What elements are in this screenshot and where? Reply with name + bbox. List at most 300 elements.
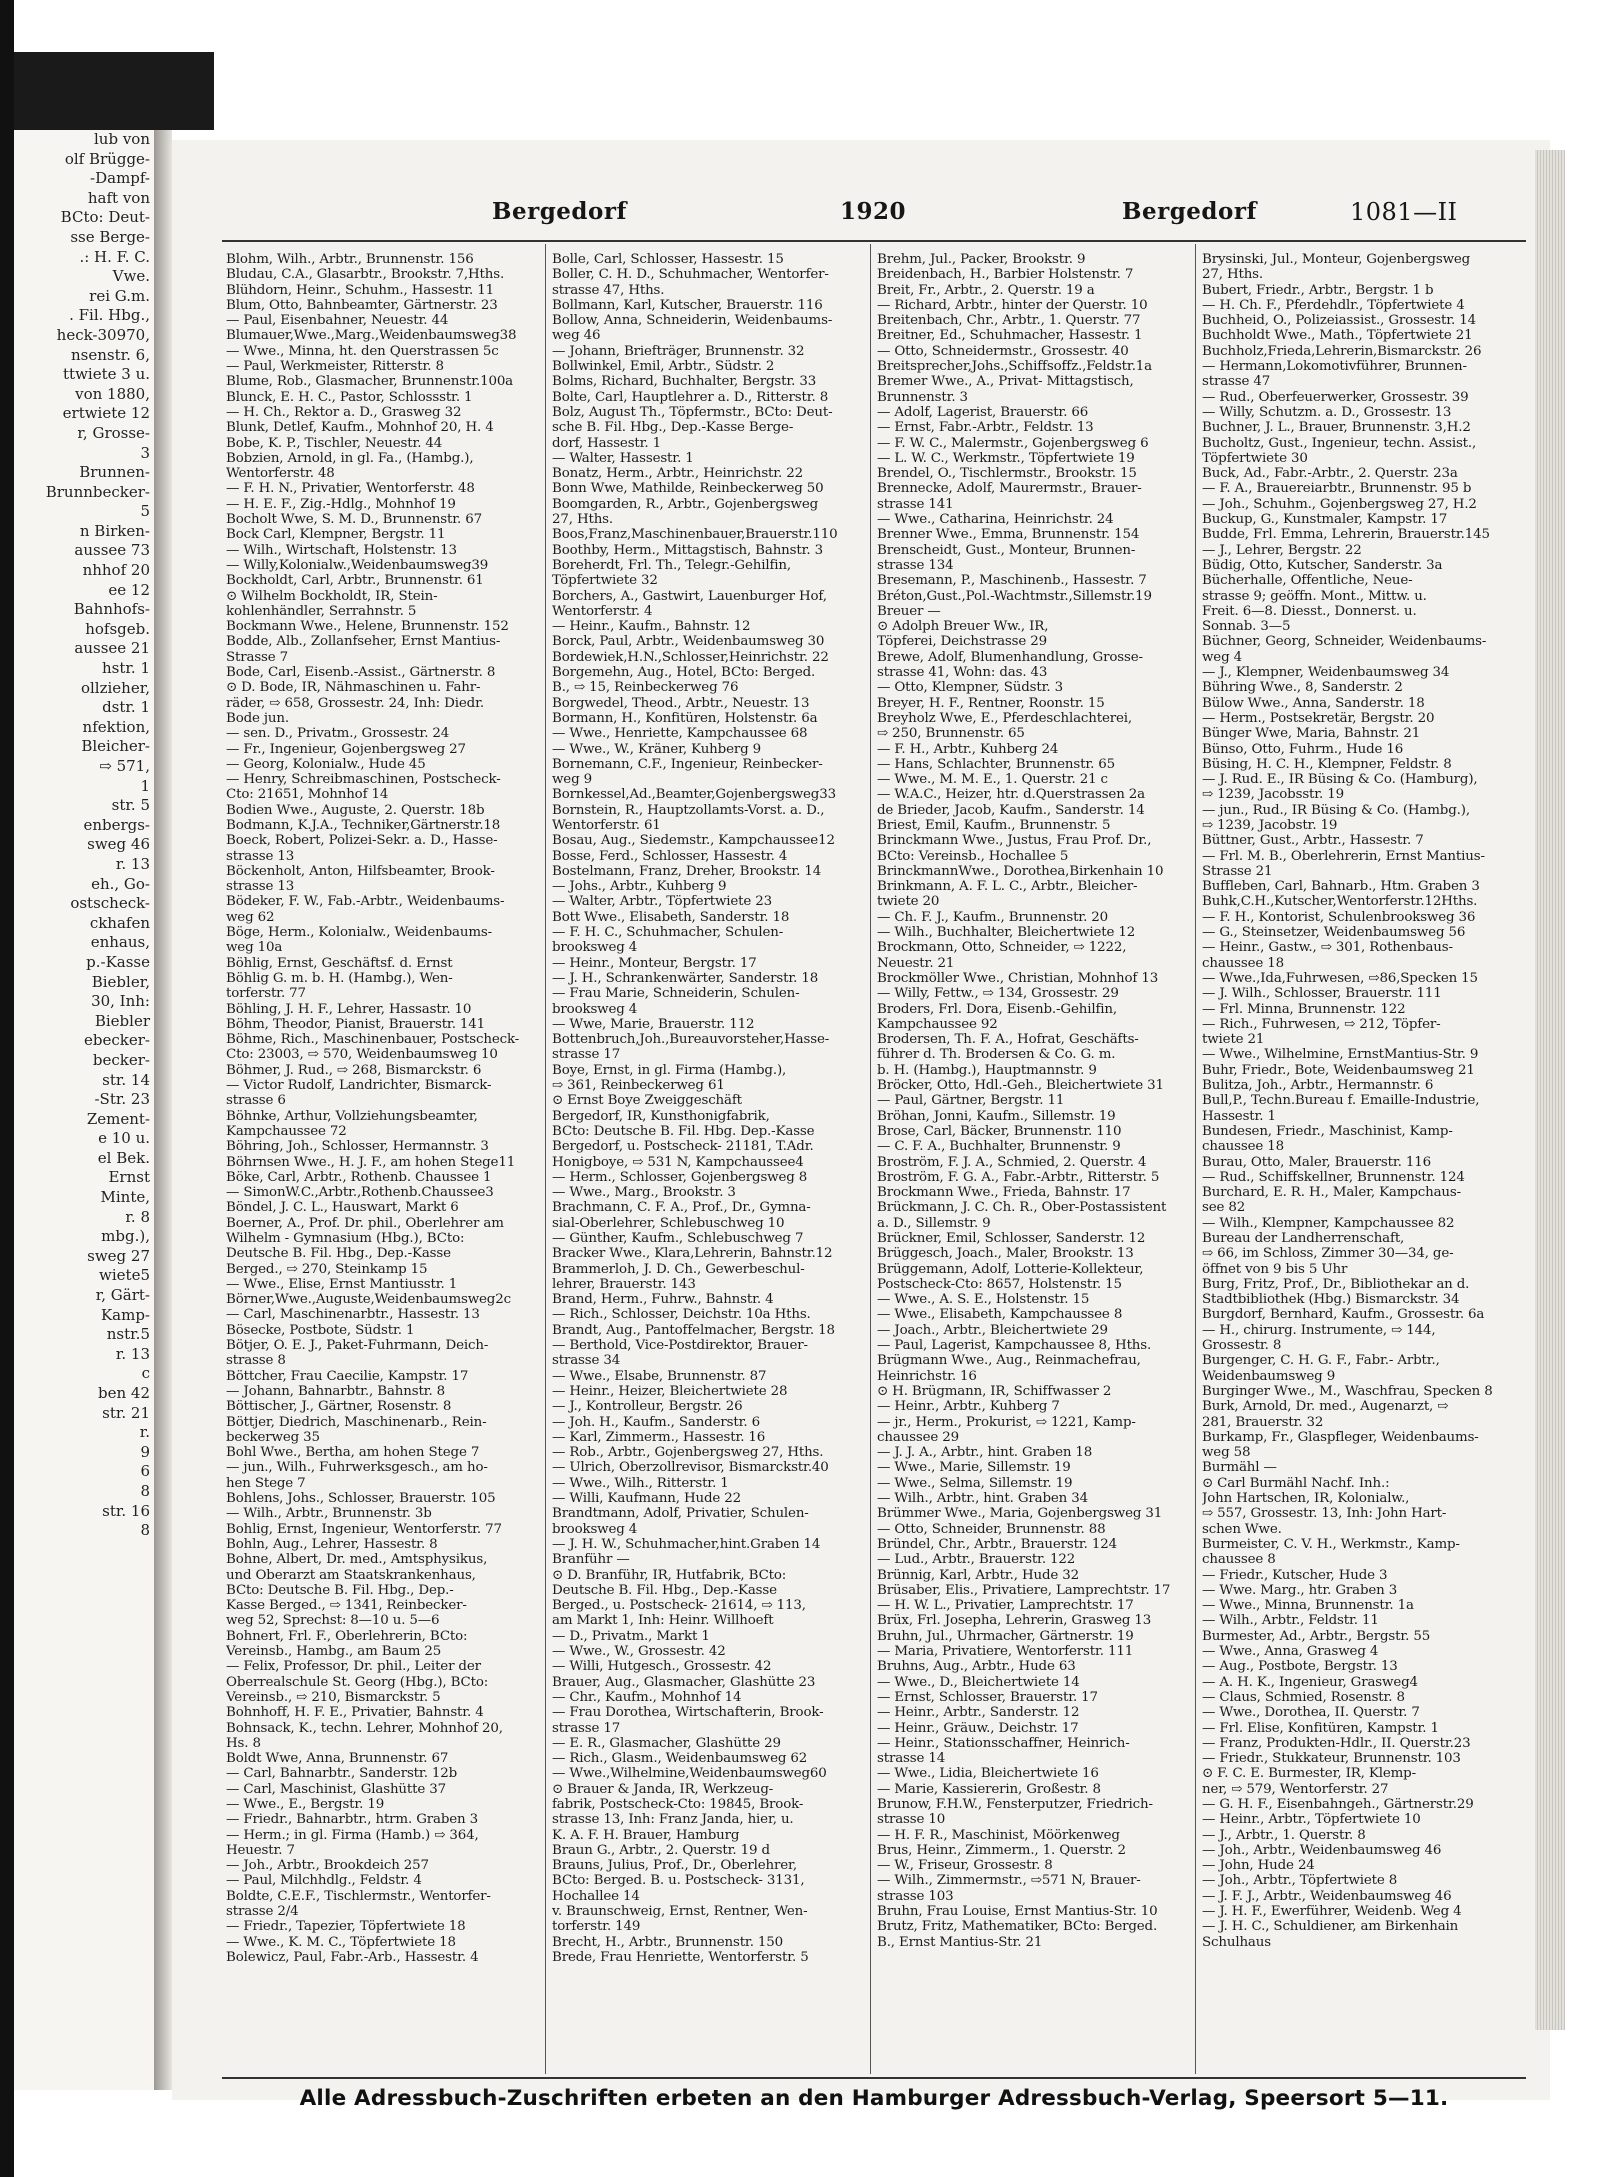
directory-entry-line: schen Wwe. (1202, 1521, 1282, 1537)
previous-page-text-fragment: -Dampf- (90, 169, 150, 188)
directory-entry-line: strasse 47, Hths. (552, 282, 665, 298)
directory-entry-line: strasse 9; geöffn. Mont., Mittw. u. (1202, 588, 1427, 604)
directory-entry-line: Heuestr. 7 (226, 1842, 295, 1858)
directory-entry-line: — Wwe.,Wilhelmine,Weidenbaumsweg60 (552, 1766, 827, 1782)
directory-entry-line: Bobzien, Arnold, in gl. Fa., (Hambg.), (226, 450, 474, 466)
previous-page-text-fragment: r. (139, 1423, 150, 1442)
previous-page-text-fragment: Kamp- (100, 1305, 150, 1324)
directory-entry-line: Breitner, Ed., Schuhmacher, Hassestr. 1 (877, 328, 1143, 344)
directory-entry-line: sial-Oberlehrer, Schlebuschweg 10 (552, 1215, 785, 1231)
previous-page-text-fragment: .: H. F. C. (79, 247, 150, 266)
directory-entry-line: — J. Rud. E., IR Büsing & Co. (Hamburg), (1202, 772, 1478, 788)
directory-entry-line: Breyholz Wwe, E., Pferdeschlachterei, (877, 710, 1133, 726)
directory-entry-line: Brüsaber, Elis., Privatiere, Lamprechtstr. 17 (877, 1582, 1171, 1598)
directory-entry-line: Bollmann, Karl, Kutscher, Brauerstr. 116 (552, 297, 823, 313)
directory-entry-line: ⇨ 557, Grossestr. 13, Inh: John Hart- (1202, 1506, 1447, 1522)
directory-entry-line: — Frau Marie, Schneiderin, Schulen- (552, 986, 800, 1002)
directory-entry-line: — Joh., Arbtr., Weidenbaumsweg 46 (1202, 1842, 1442, 1858)
directory-entry-line: Sonnab. 3—5 (1202, 619, 1291, 635)
directory-entry-line: Heinrichstr. 16 (877, 1368, 977, 1384)
directory-entry-line: Bollwinkel, Emil, Arbtr., Südstr. 2 (552, 359, 775, 375)
directory-entry-line: — Wwe., Anna, Grasweg 4 (1202, 1644, 1379, 1660)
directory-entry-line: Breyer, H. F., Rentner, Roonstr. 15 (877, 695, 1105, 711)
directory-entry-line: strasse 13 (226, 848, 295, 864)
directory-entry-line: — Ch. F. J., Kaufm., Brunnenstr. 20 (877, 909, 1109, 925)
directory-entry-line: Bolewicz, Paul, Fabr.-Arb., Hassestr. 4 (226, 1949, 479, 1965)
directory-entry-line: Bösecke, Postbote, Südstr. 1 (226, 1322, 415, 1338)
previous-page-text-fragment: el Bek. (97, 1148, 150, 1167)
directory-entry-line: Büdig, Otto, Kutscher, Sanderstr. 3a (1202, 557, 1443, 573)
directory-entry-line: — Willy, Fettw., ⇨ 134, Grossestr. 29 (877, 986, 1119, 1002)
directory-entry-line: Blumauer,Wwe.,Marg.,Weidenbaumsweg38 (226, 328, 517, 344)
directory-entry-line: — Ernst, Schlosser, Brauerstr. 17 (877, 1689, 1098, 1705)
directory-entry-line: — Wwe, Marie, Brauerstr. 112 (552, 1016, 755, 1032)
directory-entry-line: Bodmann, K.J.A., Techniker,Gärtnerstr.18 (226, 817, 501, 833)
directory-entry-line: Brauer, Aug., Glasmacher, Glashütte 23 (552, 1674, 816, 1690)
directory-entry-line: Boreherdt, Frl. Th., Telegr.-Gehilfin, (552, 557, 791, 573)
previous-page-text-fragment: ebecker- (84, 1031, 150, 1050)
directory-entry-line: weg 46 (552, 328, 601, 344)
directory-entry-line: — F. H. N., Privatier, Wentorferstr. 48 (226, 481, 475, 497)
directory-entry-line: Bolz, August Th., Töpfermstr., BCto: Deut- (552, 404, 833, 420)
directory-entry-line: — Johs., Arbtr., Kuhberg 9 (552, 879, 727, 895)
previous-page-text-fragment: ttwiete 3 u. (63, 365, 150, 384)
directory-entry-line: Brose, Carl, Bäcker, Brunnenstr. 110 (877, 1123, 1122, 1139)
directory-entry-line: Böttcher, Frau Caecilie, Kampstr. 17 (226, 1368, 469, 1384)
directory-entry-line: Böge, Herm., Kolonialw., Weidenbaums- (226, 925, 492, 941)
directory-entry-line: — Friedr., Tapezier, Töpfertwiete 18 (226, 1919, 466, 1935)
directory-entry-line: — jr., Herm., Prokurist, ⇨ 1221, Kamp- (877, 1414, 1136, 1430)
header-page-number: 1081—II (1350, 198, 1458, 226)
directory-entry-line: Böhrnsen Wwe., H. J. F., am hohen Stege11 (226, 1154, 516, 1170)
directory-column-2 (552, 252, 864, 2072)
directory-entry-line: — Chr., Kaufm., Mohnhof 14 (552, 1689, 742, 1705)
directory-entry-line: BCto: Deutsche B. Fil. Hbg., Dep.- (226, 1582, 454, 1598)
directory-entry-line: Blühdorn, Heinr., Schuhm., Hassestr. 11 (226, 282, 494, 298)
directory-entry-line: Böhmer, J. Rud., ⇨ 268, Bismarckstr. 6 (226, 1062, 482, 1078)
directory-entry-line: Wilhelm - Gymnasium (Hbg.), BCto: (226, 1231, 465, 1246)
previous-page-text-fragment: olf Brügge- (64, 149, 150, 168)
directory-entry-line: Bröcker, Otto, Hdl.-Geh., Bleichertwiete 31 (877, 1078, 1164, 1094)
directory-entry-line: — Wwe., M. M. E., 1. Querstr. 21 c (877, 772, 1108, 788)
directory-entry-line: Bosse, Ferd., Schlosser, Hassestr. 4 (552, 848, 788, 864)
directory-entry-line: — Paul, Lagerist, Kampchaussee 8, Hths. (877, 1338, 1152, 1354)
directory-entry-line: — Walter, Hassestr. 1 (552, 450, 694, 466)
directory-entry-line: — D., Privatm., Markt 1 (552, 1628, 710, 1644)
directory-entry-line: — Wilh., Arbtr., Feldstr. 11 (1202, 1613, 1379, 1629)
previous-page-text-fragment: r. 8 (125, 1207, 150, 1226)
directory-entry-line: Bruhns, Aug., Arbtr., Hude 63 (877, 1659, 1076, 1675)
previous-page-text-fragment: ee 12 (108, 580, 150, 599)
directory-entry-line: Bull,P., Techn.Bureau f. Emaille-Industrie, (1202, 1093, 1480, 1109)
directory-entry-line: chaussee 29 (877, 1429, 959, 1445)
directory-entry-line: Grossestr. 8 (1202, 1338, 1282, 1354)
directory-entry-line: Braun G., Arbtr., 2. Querstr. 19 d (552, 1842, 770, 1858)
directory-entry-line: Bracker Wwe., Klara,Lehrerin, Bahnstr.12 (552, 1246, 833, 1262)
directory-entry-line: Briest, Emil, Kaufm., Brunnenstr. 5 (877, 817, 1111, 833)
directory-entry-line: Bulitza, Joh., Arbtr., Hermannstr. 6 (1202, 1078, 1434, 1094)
directory-entry-line: lehrer, Brauerstr. 143 (552, 1276, 696, 1292)
directory-entry-line: Brinckmann Wwe., Justus, Frau Prof. Dr., (877, 833, 1152, 849)
directory-entry-line: — J. F. J., Arbtr., Weidenbaumsweg 46 (1202, 1888, 1452, 1904)
previous-page-text-fragment: hstr. 1 (102, 659, 150, 678)
directory-entry-line: Brunnenstr. 3 (877, 389, 968, 405)
directory-entry-line: Brendel, O., Tischlermstr., Brookstr. 15 (877, 466, 1137, 482)
directory-entry-line: Bohnert, Frl. F., Oberlehrerin, BCto: (226, 1628, 468, 1644)
directory-entry-line: Hassestr. 1 (1202, 1108, 1276, 1124)
directory-entry-line: Brenner Wwe., Emma, Brunnenstr. 154 (877, 527, 1140, 543)
directory-entry-line: Boos,Franz,Maschinenbauer,Brauerstr.110 (552, 527, 838, 543)
directory-entry-line: Wentorferstr. 61 (552, 817, 661, 833)
directory-entry-line: Berged., ⇨ 270, Steinkamp 15 (226, 1261, 428, 1277)
directory-entry-line: — jun., Rud., IR Büsing & Co. (Hambg.), (1202, 802, 1470, 818)
previous-page-text-fragment: nhhof 20 (82, 561, 150, 580)
directory-entry-line: Borgwedel, Theod., Arbtr., Neuestr. 13 (552, 695, 810, 711)
directory-entry-line: Brodersen, Th. F. A., Hofrat, Geschäfts- (877, 1032, 1139, 1048)
previous-page-text-fragment: lub von (94, 130, 150, 148)
directory-entry-line: — Wwe., A. S. E., Holstenstr. 15 (877, 1292, 1090, 1308)
previous-page-text-fragment: Minte, (100, 1188, 150, 1207)
directory-entry-line: Töpfertwiete 32 (552, 573, 658, 589)
directory-entry-line: Bottenbruch,Joh.,Bureauvorsteher,Hasse- (552, 1032, 830, 1048)
directory-entry-line: — Wwe., Henriette, Kampchaussee 68 (552, 726, 808, 742)
directory-entry-line: — Willi, Kaufmann, Hude 22 (552, 1491, 742, 1507)
directory-entry-line: Schulhaus (1202, 1934, 1271, 1950)
directory-entry-line: — Ernst, Fabr.-Arbtr., Feldstr. 13 (877, 420, 1094, 436)
previous-page-text-fragment: e 10 u. (98, 1129, 150, 1148)
previous-page-text-fragment: str. 14 (102, 1070, 150, 1089)
directory-entry-line: Böttjer, Diedrich, Maschinenarb., Rein- (226, 1414, 487, 1430)
directory-entry-line: Breitsprecher,Johs.,Schiffsoffz.,Feldstr.1a (877, 359, 1153, 375)
directory-entry-line: Töpfertwiete 30 (1202, 450, 1308, 466)
directory-entry-line: Brüggemann, Adolf, Lotterie-Kollekteur, (877, 1261, 1144, 1277)
directory-entry-line: Freit. 6—8. Diesst., Donnerst. u. (1202, 603, 1417, 619)
previous-page-text-fragment: enhaus, (90, 933, 150, 952)
directory-entry-line: Bréton,Gust.,Pol.-Wachtmstr.,Sillemstr.19 (877, 588, 1152, 604)
previous-page-text-fragment: c (141, 1364, 150, 1383)
directory-entry-line: — Paul, Gärtner, Bergstr. 11 (877, 1093, 1065, 1109)
directory-entry-line: strasse 34 (552, 1353, 621, 1369)
directory-entry-line: weg 58 (1202, 1445, 1251, 1461)
directory-entry-line: — Wwe., Minna, ht. den Querstrassen 5c (226, 343, 499, 359)
directory-entry-line: Breit, Fr., Arbtr., 2. Querstr. 19 a (877, 282, 1095, 298)
previous-page-text-fragment: r. 13 (115, 854, 150, 873)
directory-entry-line: Bonatz, Herm., Arbtr., Heinrichstr. 22 (552, 466, 804, 482)
directory-entry-line: Bucholtz, Gust., Ingenieur, techn. Assist., (1202, 435, 1477, 451)
previous-page-text-fragment: heck-30970, (56, 325, 150, 344)
directory-column-3 (877, 252, 1189, 2072)
directory-entry-line: Borgemehn, Aug., Hotel, BCto: Berged. (552, 665, 816, 681)
directory-entry-line: Boeck, Robert, Polizei-Sekr. a. D., Hasse- (226, 833, 498, 849)
directory-entry-line: Buchholdt Wwe., Math., Töpfertwiete 21 (1202, 328, 1473, 344)
scan-border-corner (14, 52, 214, 130)
directory-entry-line: Bohl Wwe., Bertha, am hohen Stege 7 (226, 1445, 480, 1461)
directory-entry-line: Brunow, F.H.W., Fensterputzer, Friedrich- (877, 1796, 1153, 1812)
directory-entry-line: — Wwe., D., Bleichertwiete 14 (877, 1674, 1080, 1690)
directory-entry-line: — Friedr., Stukkateur, Brunnenstr. 103 (1202, 1751, 1461, 1767)
directory-entry-line: — J., Arbtr., 1. Querstr. 8 (1202, 1827, 1366, 1843)
directory-entry-line: Brenscheidt, Gust., Monteur, Brunnen- (877, 542, 1136, 558)
directory-entry-line: strasse 2/4 (226, 1904, 299, 1920)
directory-entry-line: Bülow Wwe., Anna, Sanderstr. 18 (1202, 695, 1425, 711)
previous-page-text-fragment: Zement- (86, 1109, 150, 1128)
previous-page-text-fragment: 8 (140, 1481, 150, 1500)
directory-entry-line: Broders, Frl. Dora, Eisenb.-Gehilfin, (877, 1001, 1117, 1017)
directory-entry-line: — G., Steinsetzer, Weidenbaumsweg 56 (1202, 925, 1466, 941)
directory-entry-line: — J. Wilh., Schlosser, Brauerstr. 111 (1202, 986, 1442, 1002)
directory-entry-line: strasse 17 (552, 1720, 621, 1736)
directory-entry-line: Brückmann, J. C. Ch. R., Ober-Postassistent (877, 1200, 1167, 1216)
directory-entry-line: Deutsche B. Fil. Hbg., Dep.-Kasse (552, 1582, 777, 1598)
directory-entry-line: — Friedr., Kutscher, Hude 3 (1202, 1567, 1388, 1583)
directory-entry-line: — Otto, Schneider, Brunnenstr. 88 (877, 1521, 1106, 1537)
directory-entry-line: Bode jun. (226, 710, 289, 726)
directory-entry-line: — F. A., Brauereiarbtr., Brunnenstr. 95 b (1202, 481, 1472, 497)
directory-entry-line: Boldte, C.E.F., Tischlermstr., Wentorfer- (226, 1888, 491, 1904)
previous-page-text-fragment: aussee 73 (74, 541, 150, 560)
directory-entry-line: BrinckmannWwe., Dorothea,Birkenhain 10 (877, 863, 1164, 879)
previous-page-text-fragment: ertwiete 12 (62, 404, 150, 423)
page-edge-stack (1535, 150, 1565, 2030)
directory-entry-line: Brennecke, Adolf, Maurermstr., Brauer- (877, 481, 1142, 497)
directory-entry-line: Postscheck-Cto: 8657, Holstenstr. 15 (877, 1276, 1122, 1292)
directory-entry-line: Bordewiek,H.N.,Schlosser,Heinrichstr. 22 (552, 649, 829, 665)
directory-entry-line: Brinkmann, A. F. L. C., Arbtr., Bleicher- (877, 879, 1138, 895)
previous-page-text-fragment: wiete5 (99, 1266, 150, 1285)
directory-entry-line: Strasse 21 (1202, 863, 1273, 879)
directory-entry-line: — Rich., Glasm., Weidenbaumsweg 62 (552, 1751, 808, 1767)
directory-entry-line: Bruhn, Frau Louise, Ernst Mantius-Str. 10 (877, 1904, 1158, 1920)
directory-entry-line: — Lud., Arbtr., Brauerstr. 122 (877, 1552, 1076, 1568)
directory-entry-line: — F. W. C., Malermstr., Gojenbergsweg 6 (877, 435, 1149, 451)
directory-entry-line: Bonn Wwe, Mathilde, Reinbeckerweg 50 (552, 481, 824, 497)
directory-entry-line: — Felix, Professor, Dr. phil., Leiter der (226, 1659, 481, 1675)
directory-entry-line: ⇨ 361, Reinbeckerweg 61 (552, 1078, 725, 1094)
directory-entry-line: ⇨ 66, im Schloss, Zimmer 30—34, ge- (1202, 1246, 1454, 1262)
directory-entry-line: Hochallee 14 (552, 1888, 640, 1904)
directory-entry-line: — Carl, Maschinenarbtr., Hassestr. 13 (226, 1307, 480, 1323)
directory-entry-line: — Wwe., Elsabe, Brunnenstr. 87 (552, 1368, 767, 1384)
previous-page-text-fragment: 3 (140, 443, 150, 462)
directory-entry-line: ⊙ D. Bode, IR, Nähmaschinen u. Fahr- (226, 680, 481, 696)
directory-entry-line: hen Stege 7 (226, 1475, 306, 1491)
directory-entry-line: — H. W. L., Privatier, Lamprechtstr. 17 (877, 1598, 1134, 1614)
directory-entry-line: — Willy, Schutzm. a. D., Grossestr. 13 (1202, 404, 1452, 420)
directory-entry-line: — Wwe., Marg., Brookstr. 3 (552, 1185, 736, 1201)
previous-page-text-fragment: hofsgeb. (85, 619, 150, 638)
directory-entry-line: Brauns, Julius, Prof., Dr., Oberlehrer, (552, 1858, 797, 1874)
directory-entry-line: — Willy,Kolonialw.,Weidenbaumsweg39 (226, 557, 489, 573)
directory-entry-line: Buchheid, O., Polizeiassist., Grossestr. 14 (1202, 313, 1476, 329)
directory-entry-line: Vereinsb., ⇨ 210, Bismarckstr. 5 (226, 1689, 441, 1705)
directory-entry-line: Bornemann, C.F., Ingenieur, Reinbecker- (552, 756, 823, 772)
directory-entry-line: Bundesen, Friedr., Maschinist, Kamp- (1202, 1123, 1453, 1139)
directory-entry-line: Brümmer Wwe., Maria, Gojenbergsweg 31 (877, 1506, 1163, 1522)
previous-page-text-fragment: -Str. 23 (94, 1090, 150, 1109)
directory-entry-line: — Wilh., Zimmermstr., ⇨571 N, Brauer- (877, 1873, 1141, 1889)
directory-entry-line: ⊙ H. Brügmann, IR, Schiffwasser 2 (877, 1383, 1112, 1399)
directory-entry-line: Büchner, Georg, Schneider, Weidenbaums- (1202, 634, 1487, 650)
directory-entry-line: Wentorferstr. 48 (226, 466, 335, 482)
previous-page-text-fragment: 9 (140, 1442, 150, 1461)
directory-entry-line: Brysinski, Jul., Monteur, Gojenbergsweg (1202, 252, 1471, 267)
directory-entry-line: — Wwe., Elise, Ernst Mantiusstr. 1 (226, 1276, 458, 1292)
directory-entry-line: Burau, Otto, Maler, Brauerstr. 116 (1202, 1154, 1431, 1170)
directory-entry-line: Breidenbach, H., Barbier Holstenstr. 7 (877, 267, 1134, 283)
directory-entry-line: — Joh., Schuhm., Gojenbergsweg 27, H.2 (1202, 496, 1477, 512)
directory-entry-line: — J. J. A., Arbtr., hint. Graben 18 (877, 1445, 1093, 1461)
directory-entry-line: Bohne, Albert, Dr. med., Amtsphysikus, (226, 1552, 488, 1568)
directory-entry-line: und Oberarzt am Staatskrankenhaus, (226, 1567, 476, 1583)
directory-entry-line: Bodde, Alb., Zollanfseher, Ernst Mantius- (226, 634, 501, 650)
directory-entry-line: Broström, F. G. A., Fabr.-Arbtr., Ritterstr. 5 (877, 1169, 1160, 1185)
directory-entry-line: sche B. Fil. Hbg., Dep.-Kasse Berge- (552, 420, 794, 436)
directory-entry-line: Breitenbach, Chr., Arbtr., 1. Querstr. 77 (877, 313, 1141, 329)
directory-entry-line: Burchard, E. R. H., Maler, Kampchaus- (1202, 1185, 1461, 1201)
directory-entry-line: — A. H. K., Ingenieur, Grasweg4 (1202, 1674, 1418, 1690)
directory-entry-line: Brückner, Emil, Schlosser, Sanderstr. 12 (877, 1231, 1146, 1246)
directory-entry-line: brooksweg 4 (552, 940, 638, 956)
directory-entry-line: — Frl. Minna, Brunnenstr. 122 (1202, 1001, 1406, 1017)
directory-entry-line: — Wilh., Wirtschaft, Holstenstr. 13 (226, 542, 457, 558)
previous-page-text-fragment: 5 (140, 502, 150, 521)
directory-entry-line: Boller, C. H. D., Schuhmacher, Wentorfer- (552, 267, 829, 283)
directory-entry-line: — Rud., Oberfeuerwerker, Grossestr. 39 (1202, 389, 1469, 405)
footer-rule (222, 2077, 1526, 2079)
directory-entry-line: Buchholz,Frieda,Lehrerin,Bismarckstr. 26 (1202, 343, 1482, 359)
directory-entry-line: Brüggesch, Joach., Maler, Brookstr. 13 (877, 1246, 1134, 1262)
directory-entry-line: — H. F. R., Maschinist, Möörkenweg (877, 1827, 1120, 1843)
directory-entry-line: Stadtbibliothek (Hbg.) Bismarckstr. 34 (1202, 1292, 1460, 1308)
directory-entry-line: torferstr. 77 (226, 986, 306, 1002)
directory-entry-line: Büsing, H. C. H., Klempner, Feldstr. 8 (1202, 756, 1452, 772)
previous-page-text-fragment: Brunnbecker- (45, 482, 150, 501)
directory-entry-line: Strasse 7 (226, 649, 289, 665)
directory-entry-line: — Wwe., Catharina, Heinrichstr. 24 (877, 512, 1114, 528)
directory-entry-line: Breuer — (877, 603, 941, 619)
previous-page-text-fragment: von 1880, (75, 384, 150, 403)
directory-entry-line: — Rud., Schiffskellner, Brunnenstr. 124 (1202, 1169, 1465, 1185)
directory-entry-line: Bock Carl, Klempner, Bergstr. 11 (226, 527, 446, 543)
previous-page-text-fragment: Brunnen- (79, 463, 150, 482)
directory-entry-line: dorf, Hassestr. 1 (552, 435, 662, 451)
directory-entry-line: — F. H. C., Schuhmacher, Schulen- (552, 925, 784, 941)
directory-entry-line: ⊙ Carl Burmähl Nachf. Inh.: (1202, 1475, 1390, 1491)
directory-entry-line: ⊙ Ernst Boye Zweiggeschäft (552, 1093, 742, 1109)
directory-entry-line: Bohnhoff, H. F. E., Privatier, Bahnstr. 4 (226, 1705, 484, 1721)
previous-page-text-fragment: . Fil. Hbg., (69, 306, 150, 325)
previous-page-text-fragment: rei G.m. (89, 286, 150, 305)
directory-entry-line: Böhring, Joh., Schlosser, Hermannstr. 3 (226, 1139, 489, 1155)
previous-page-text-fragment: p.-Kasse (86, 952, 150, 971)
directory-entry-line: Blunk, Detlef, Kaufm., Mohnhof 20, H. 4 (226, 420, 494, 436)
directory-entry-line: — Herm., Postsekretär, Bergstr. 20 (1202, 710, 1435, 726)
directory-entry-line: Bröhan, Jonni, Kaufm., Sillemstr. 19 (877, 1108, 1116, 1124)
directory-entry-line: Burmester, Ad., Arbtr., Bergstr. 55 (1202, 1628, 1431, 1644)
previous-page-text-fragment: dstr. 1 (102, 698, 150, 717)
previous-page-text-fragment: str. 5 (111, 796, 150, 815)
directory-entry-line: Bresemann, P., Maschinenb., Hassestr. 7 (877, 573, 1147, 589)
directory-entry-line: — Paul, Eisenbahner, Neuestr. 44 (226, 313, 449, 329)
directory-entry-line: Buhk,C.H.,Kutscher,Wentorferstr.12Hths. (1202, 894, 1478, 910)
directory-entry-line: Brandtmann, Adolf, Privatier, Schulen- (552, 1506, 809, 1522)
directory-entry-line: — Paul, Werkmeister, Ritterstr. 8 (226, 359, 444, 375)
directory-entry-line: — Claus, Schmied, Rosenstr. 8 (1202, 1689, 1405, 1705)
directory-entry-line: — Wwe., Dorothea, II. Querstr. 7 (1202, 1705, 1420, 1721)
directory-entry-line: Kampchaussee 72 (226, 1123, 347, 1139)
directory-entry-line: Bücherhalle, Öffentliche, Neue- (1202, 573, 1413, 589)
directory-entry-line: strasse 13, Inh: Franz Janda, hier, u. (552, 1812, 794, 1828)
directory-entry-line: — Johann, Bahnarbtr., Bahnstr. 8 (226, 1383, 446, 1399)
directory-entry-line: strasse 103 (877, 1888, 954, 1904)
directory-entry-line: Bohlens, Johs., Schlosser, Brauerstr. 105 (226, 1491, 496, 1507)
directory-entry-line: Hs. 8 (226, 1735, 261, 1751)
directory-entry-line: Blohm, Wilh., Arbtr., Brunnenstr. 156 (226, 252, 474, 267)
directory-entry-line: Bünso, Otto, Fuhrm., Hude 16 (1202, 741, 1404, 757)
directory-entry-line: Brammerloh, J. D. Ch., Gewerbeschul- (552, 1261, 805, 1277)
previous-page-text-fragment: ostscheck- (70, 894, 150, 913)
previous-page-fragment (14, 130, 156, 2090)
directory-entry-line: Bergedorf, IR, Kunsthonigfabrik, (552, 1108, 770, 1124)
directory-entry-line: Vereinsb., Hambg., am Baum 25 (226, 1644, 442, 1660)
directory-entry-line: Weidenbaumsweg 9 (1202, 1368, 1336, 1384)
previous-page-text-fragment: sweg 27 (87, 1246, 150, 1265)
directory-entry-line: — F. H., Arbtr., Kuhberg 24 (877, 741, 1059, 757)
directory-entry-line: Brutz, Fritz, Mathematiker, BCto: Berged. (877, 1919, 1158, 1935)
directory-entry-line: ner, ⇨ 579, Wentorferstr. 27 (1202, 1781, 1389, 1797)
previous-page-text-fragment: ollzieher, (80, 678, 150, 697)
directory-entry-line: Bergedorf, u. Postscheck- 21181, T.Adr. (552, 1139, 814, 1155)
directory-entry-line: chaussee 18 (1202, 955, 1284, 971)
directory-entry-line: Burgenger, C. H. G. F., Fabr.- Arbtr., (1202, 1353, 1440, 1369)
directory-entry-line: — F. H., Kontorist, Schulenbrooksweg 36 (1202, 909, 1476, 925)
directory-entry-line: a. D., Sillemstr. 9 (877, 1215, 991, 1231)
directory-entry-line: Berged., u. Postscheck- 21614, ⇨ 113, (552, 1598, 806, 1614)
directory-entry-line: Bründel, Chr., Arbtr., Brauerstr. 124 (877, 1536, 1117, 1552)
column-divider (1195, 244, 1196, 2074)
previous-page-text-fragment: enbergs- (83, 815, 150, 834)
previous-page-text-fragment: r, Grosse- (77, 423, 150, 442)
directory-entry-line: — Wwe., Lidia, Bleichertwiete 16 (877, 1766, 1099, 1782)
directory-entry-line: — Heinr., Stationsschaffner, Heinrich- (877, 1735, 1130, 1751)
directory-entry-line: Bolte, Carl, Hauptlehrer a. D., Ritterstr. 8 (552, 389, 829, 405)
previous-page-text-fragment: sse Berge- (70, 227, 150, 246)
directory-entry-line: Burgdorf, Bernhard, Kaufm., Grossestr. 6a (1202, 1307, 1485, 1323)
directory-entry-line: v. Braunschweig, Ernst, Rentner, Wen- (552, 1904, 808, 1920)
directory-entry-line: Bosau, Aug., Siedemstr., Kampchaussee12 (552, 833, 835, 849)
directory-entry-line: weg 9 (552, 772, 592, 788)
directory-entry-line: strasse 47 (1202, 374, 1271, 390)
directory-entry-line: Brachmann, C. F. A., Prof., Dr., Gymna- (552, 1200, 811, 1216)
header-year: 1920 (840, 198, 907, 225)
directory-entry-line: Broström, F. J. A., Schmied, 2. Querstr. 4 (877, 1154, 1147, 1170)
directory-entry-line: Kasse Berged., ⇨ 1341, Reinbecker- (226, 1598, 467, 1614)
directory-entry-line: führer d. Th. Brodersen & Co. G. m. (877, 1047, 1116, 1063)
directory-entry-line: strasse 6 (226, 1093, 286, 1109)
directory-entry-line: Bohln, Aug., Lehrer, Hassestr. 8 (226, 1536, 438, 1552)
directory-entry-line: — Frau Dorothea, Wirtschafterin, Brook- (552, 1705, 824, 1721)
directory-entry-line: — Fr., Ingenieur, Gojenbergsweg 27 (226, 741, 466, 757)
directory-entry-line: — Rich., Schlosser, Deichstr. 10a Hths. (552, 1307, 811, 1323)
directory-entry-line: Bötjer, O. E. J., Paket-Fuhrmann, Deich- (226, 1338, 489, 1354)
directory-entry-line: BCto: Berged. B. u. Postscheck- 3131, (552, 1873, 805, 1889)
directory-entry-line: Bockmann Wwe., Helene, Brunnenstr. 152 (226, 619, 509, 635)
directory-entry-line: — Carl, Bahnarbtr., Sanderstr. 12b (226, 1766, 458, 1782)
directory-entry-line: Budde, Frl. Emma, Lehrerin, Brauerstr.145 (1202, 527, 1490, 543)
directory-entry-line: Cto: 21651, Mohnhof 14 (226, 787, 389, 803)
directory-entry-line: kohlenhändler, Serrahnstr. 5 (226, 603, 417, 619)
directory-entry-line: ⊙ Wilhelm Bockholdt, IR, Stein- (226, 588, 438, 604)
